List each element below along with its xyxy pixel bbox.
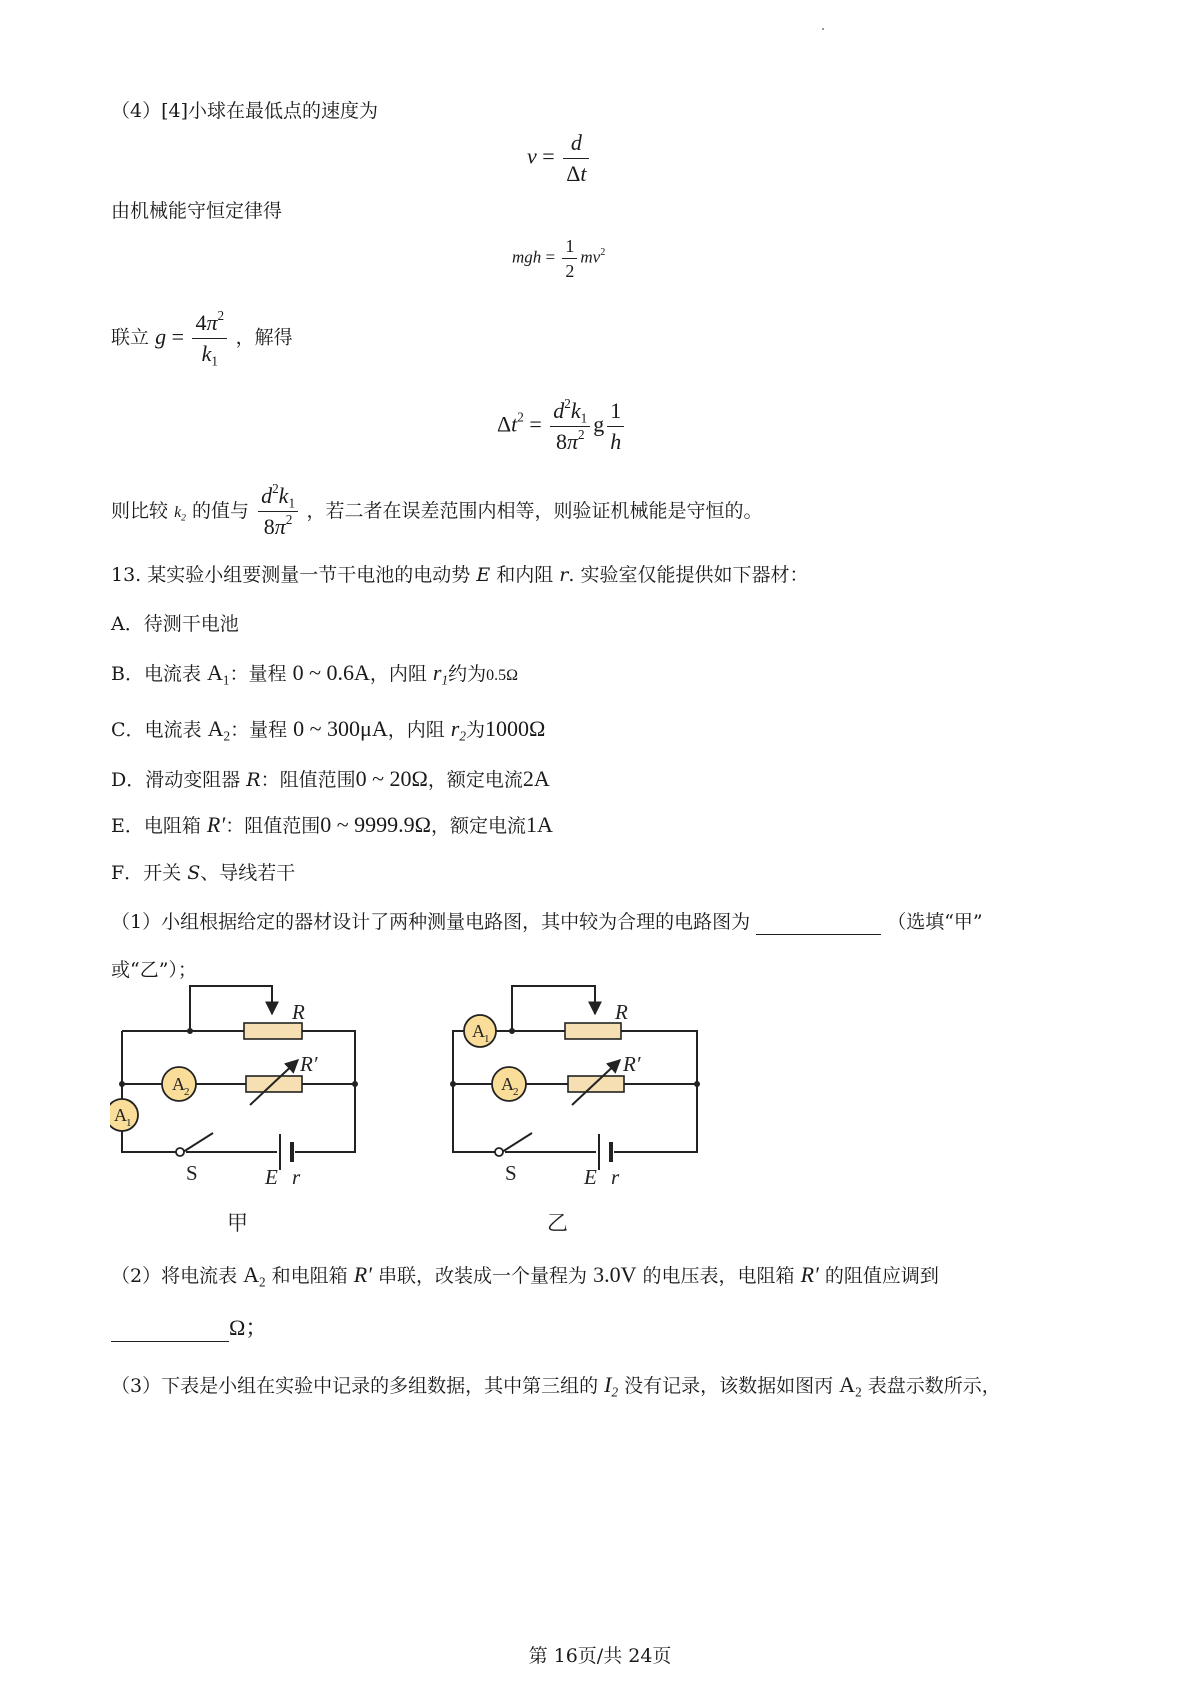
item-e-value: 0 ~ 9999.9Ω	[320, 812, 431, 837]
yi-label-R: R	[615, 1000, 628, 1024]
answer-blank-1[interactable]	[756, 914, 881, 935]
p2-rprime-1: R′	[353, 1262, 372, 1287]
ammeter-a1-symbol: $A_1$	[207, 660, 230, 688]
p2-mid3: 的电压表，电阻箱	[642, 1265, 795, 1287]
jia-label-S: S	[186, 1161, 198, 1185]
item-e-pre: E．电阻箱	[111, 815, 201, 837]
circuit-jia	[122, 986, 355, 1152]
item-b	[111, 660, 518, 689]
jia-switch-pivot	[176, 1148, 184, 1156]
item-b-end: 约为	[448, 663, 487, 685]
q13-stem	[111, 562, 808, 588]
q13-stem-and: 和内阻	[496, 564, 554, 586]
yi-wire-right	[614, 1031, 697, 1152]
yi-a2-letter: A	[501, 1074, 514, 1094]
yi-label-r: r	[611, 1165, 620, 1189]
p1-line2: 或“乙”）；	[111, 959, 197, 981]
item-c-pre: C．电流表	[111, 719, 202, 741]
circuit-yi	[453, 986, 697, 1152]
p2-mid2: 串联，改装成一个量程为	[378, 1265, 588, 1287]
yi-label-E: E	[584, 1165, 597, 1189]
jia-rheostat-body	[244, 1023, 302, 1039]
yi-node-left	[450, 1081, 456, 1087]
yi-resistor-body	[568, 1076, 624, 1092]
item-f-S: S	[187, 862, 201, 884]
lianli-suffix: ，解得	[235, 326, 293, 349]
jia-node-left	[119, 1081, 125, 1087]
item-f-pre: F．开关	[111, 862, 182, 884]
jia-label-r: r	[292, 1165, 301, 1189]
compare-line	[111, 478, 763, 542]
item-b-value: 0 ~ 0.6A	[292, 660, 370, 685]
p3-a2-symbol: $A_2$	[839, 1372, 862, 1400]
jia-a2-letter: A	[172, 1074, 185, 1094]
p2-voltage: 3.0V	[593, 1262, 637, 1287]
item-b-range: ：量程	[229, 663, 287, 685]
item-e-current: 1A	[525, 812, 553, 837]
jia-label-E: E	[265, 1165, 278, 1189]
yi-a1-sub: 1	[484, 1033, 490, 1045]
yi-node-top	[509, 1028, 515, 1034]
yi-wire-left-bottom	[453, 1084, 499, 1152]
ammeter-a2-symbol: $A_2$	[207, 716, 231, 744]
item-c-range: ：量程	[230, 719, 288, 741]
item-d-range: ：阻值范围	[260, 769, 356, 791]
lianli-prefix: 联立	[111, 326, 150, 349]
item-d-rated: ，额定电流	[427, 769, 523, 791]
p3-pre: （3）下表是小组在实验中记录的多组数据，其中第三组的	[111, 1375, 599, 1397]
jia-resistance-box	[246, 1060, 302, 1105]
jia-switch-blade	[183, 1133, 213, 1152]
item-d-pre: D．滑动变阻器	[111, 769, 241, 791]
item-c-value: 0 ~ 300μA	[293, 716, 388, 741]
page-footer: 第 16页/共 24页	[528, 1645, 672, 1667]
jia-a1-sub: 1	[126, 1117, 132, 1129]
jia-node-right	[352, 1081, 358, 1087]
compare-fraction: $\frac{d^2k_1}{8\pi^2}$	[255, 497, 306, 522]
yi-ammeter-a1	[464, 1015, 496, 1047]
scan-dot	[822, 28, 824, 30]
equation-energy: mgh = $\frac{1}{2}$ $mv^2$	[512, 236, 606, 281]
q13-stem-end: . 实验室仅能提供如下器材：	[568, 564, 809, 586]
equation-g: g = $\frac{4\pi^2}{k_1}$	[155, 324, 236, 349]
compare-suffix: ，若二者在误差范围内相等，则验证机械能是守恒的。	[306, 500, 763, 522]
equation-velocity: v = $\frac{d}{\Delta t}$	[527, 128, 592, 189]
item-b-pre: B．电流表	[111, 663, 201, 685]
caption-yi: 乙	[547, 1211, 568, 1235]
item-e	[111, 812, 553, 839]
compare-mid: 的值与	[192, 500, 250, 522]
q13-r: r	[559, 564, 569, 586]
q13-E: E	[476, 564, 491, 586]
p2-end: 的阻值应调到	[824, 1265, 939, 1287]
r1-symbol: $r_1$	[432, 660, 449, 688]
yi-node-right	[694, 1081, 700, 1087]
equation-dt: $\Delta t^2$ = $\frac{d^2k_1}{8\pi^2}$ g $\frac{1}{h}$	[497, 396, 627, 457]
item-e-range: ：阻值范围	[225, 815, 321, 837]
yi-wire-left-top	[453, 1031, 466, 1084]
k2-symbol: $k_2$	[174, 504, 186, 524]
p2-line1	[111, 1262, 939, 1289]
p3-mid: 没有记录，该数据如图丙	[624, 1375, 834, 1397]
compare-prefix: 则比较	[111, 500, 169, 522]
item-f-end: 、导线若干	[200, 862, 296, 884]
yi-a2-sub: 2	[513, 1086, 519, 1098]
item-b-r: ，内阻	[369, 663, 427, 685]
energy-text: 由机械能守恒定律得	[111, 200, 283, 222]
item-e-rated: ，额定电流	[430, 815, 526, 837]
yi-switch-blade	[502, 1133, 532, 1152]
yi-a1-letter: A	[472, 1021, 485, 1041]
jia-ammeter-a2	[162, 1067, 196, 1101]
jia-label-R: R	[292, 1000, 305, 1024]
item-f	[111, 860, 295, 886]
jia-label-Rprime: R′	[300, 1052, 318, 1076]
p3-line	[111, 1372, 1001, 1399]
item-c-res: 1000Ω	[484, 716, 546, 741]
p1-option: （选填“甲”	[887, 911, 983, 933]
p2-mid: 和电阻箱	[271, 1265, 348, 1287]
p2-line2	[111, 1315, 267, 1342]
p1-line1	[111, 909, 983, 935]
p1-text: （1）小组根据给定的器材设计了两种测量电路图，其中较为合理的电路图为	[111, 911, 751, 933]
lianli-line	[111, 308, 293, 369]
jia-wire-left-bottom	[122, 1129, 180, 1152]
jia-ammeter-a1	[110, 1099, 138, 1131]
p2-pre: （2）将电流表	[111, 1265, 238, 1287]
yi-label-S: S	[505, 1161, 517, 1185]
jia-resistor-body	[246, 1076, 302, 1092]
item-d	[111, 766, 550, 793]
jia-a2-sub: 2	[184, 1086, 190, 1098]
item-c-end: 为	[465, 719, 485, 741]
item-d-current: 2A	[522, 766, 550, 791]
part4-label: （4）[4]小球在最低点的速度为	[111, 100, 379, 122]
jia-node-top	[187, 1028, 193, 1034]
yi-resistance-box	[568, 1060, 624, 1105]
circuit-diagrams	[110, 984, 870, 1246]
q13-stem-text: 13. 某实验小组要测量一节干电池的电动势	[111, 564, 471, 586]
yi-switch-pivot	[495, 1148, 503, 1156]
jia-wire-right	[122, 1031, 355, 1152]
p2-rprime-2: R′	[800, 1262, 819, 1287]
item-e-R: R′	[206, 812, 226, 837]
caption-jia: 甲	[227, 1211, 248, 1235]
yi-label-Rprime: R′	[623, 1052, 641, 1076]
i2-symbol: $I_2$	[604, 1372, 619, 1400]
p3-end: 表盘示数所示，	[867, 1375, 1001, 1397]
yi-ammeter-a2	[492, 1067, 526, 1101]
jia-rheostat-R	[244, 1023, 302, 1039]
jia-a1-letter: A	[114, 1105, 127, 1125]
item-d-R: R	[246, 769, 261, 791]
item-a: A．待测干电池	[111, 613, 239, 635]
r2-symbol: $r_2$	[450, 716, 466, 744]
item-d-value: 0 ~ 20Ω	[355, 766, 428, 791]
p2-unit: Ω；	[229, 1315, 268, 1340]
yi-rheostat-body	[565, 1023, 621, 1039]
answer-blank-2[interactable]	[111, 1321, 229, 1342]
item-b-res: 0.5Ω	[486, 667, 518, 684]
item-c	[111, 716, 545, 743]
item-c-r: ，内阻	[387, 719, 445, 741]
p2-a2-symbol: $A_2$	[243, 1262, 266, 1290]
yi-rheostat-R	[565, 1023, 621, 1039]
